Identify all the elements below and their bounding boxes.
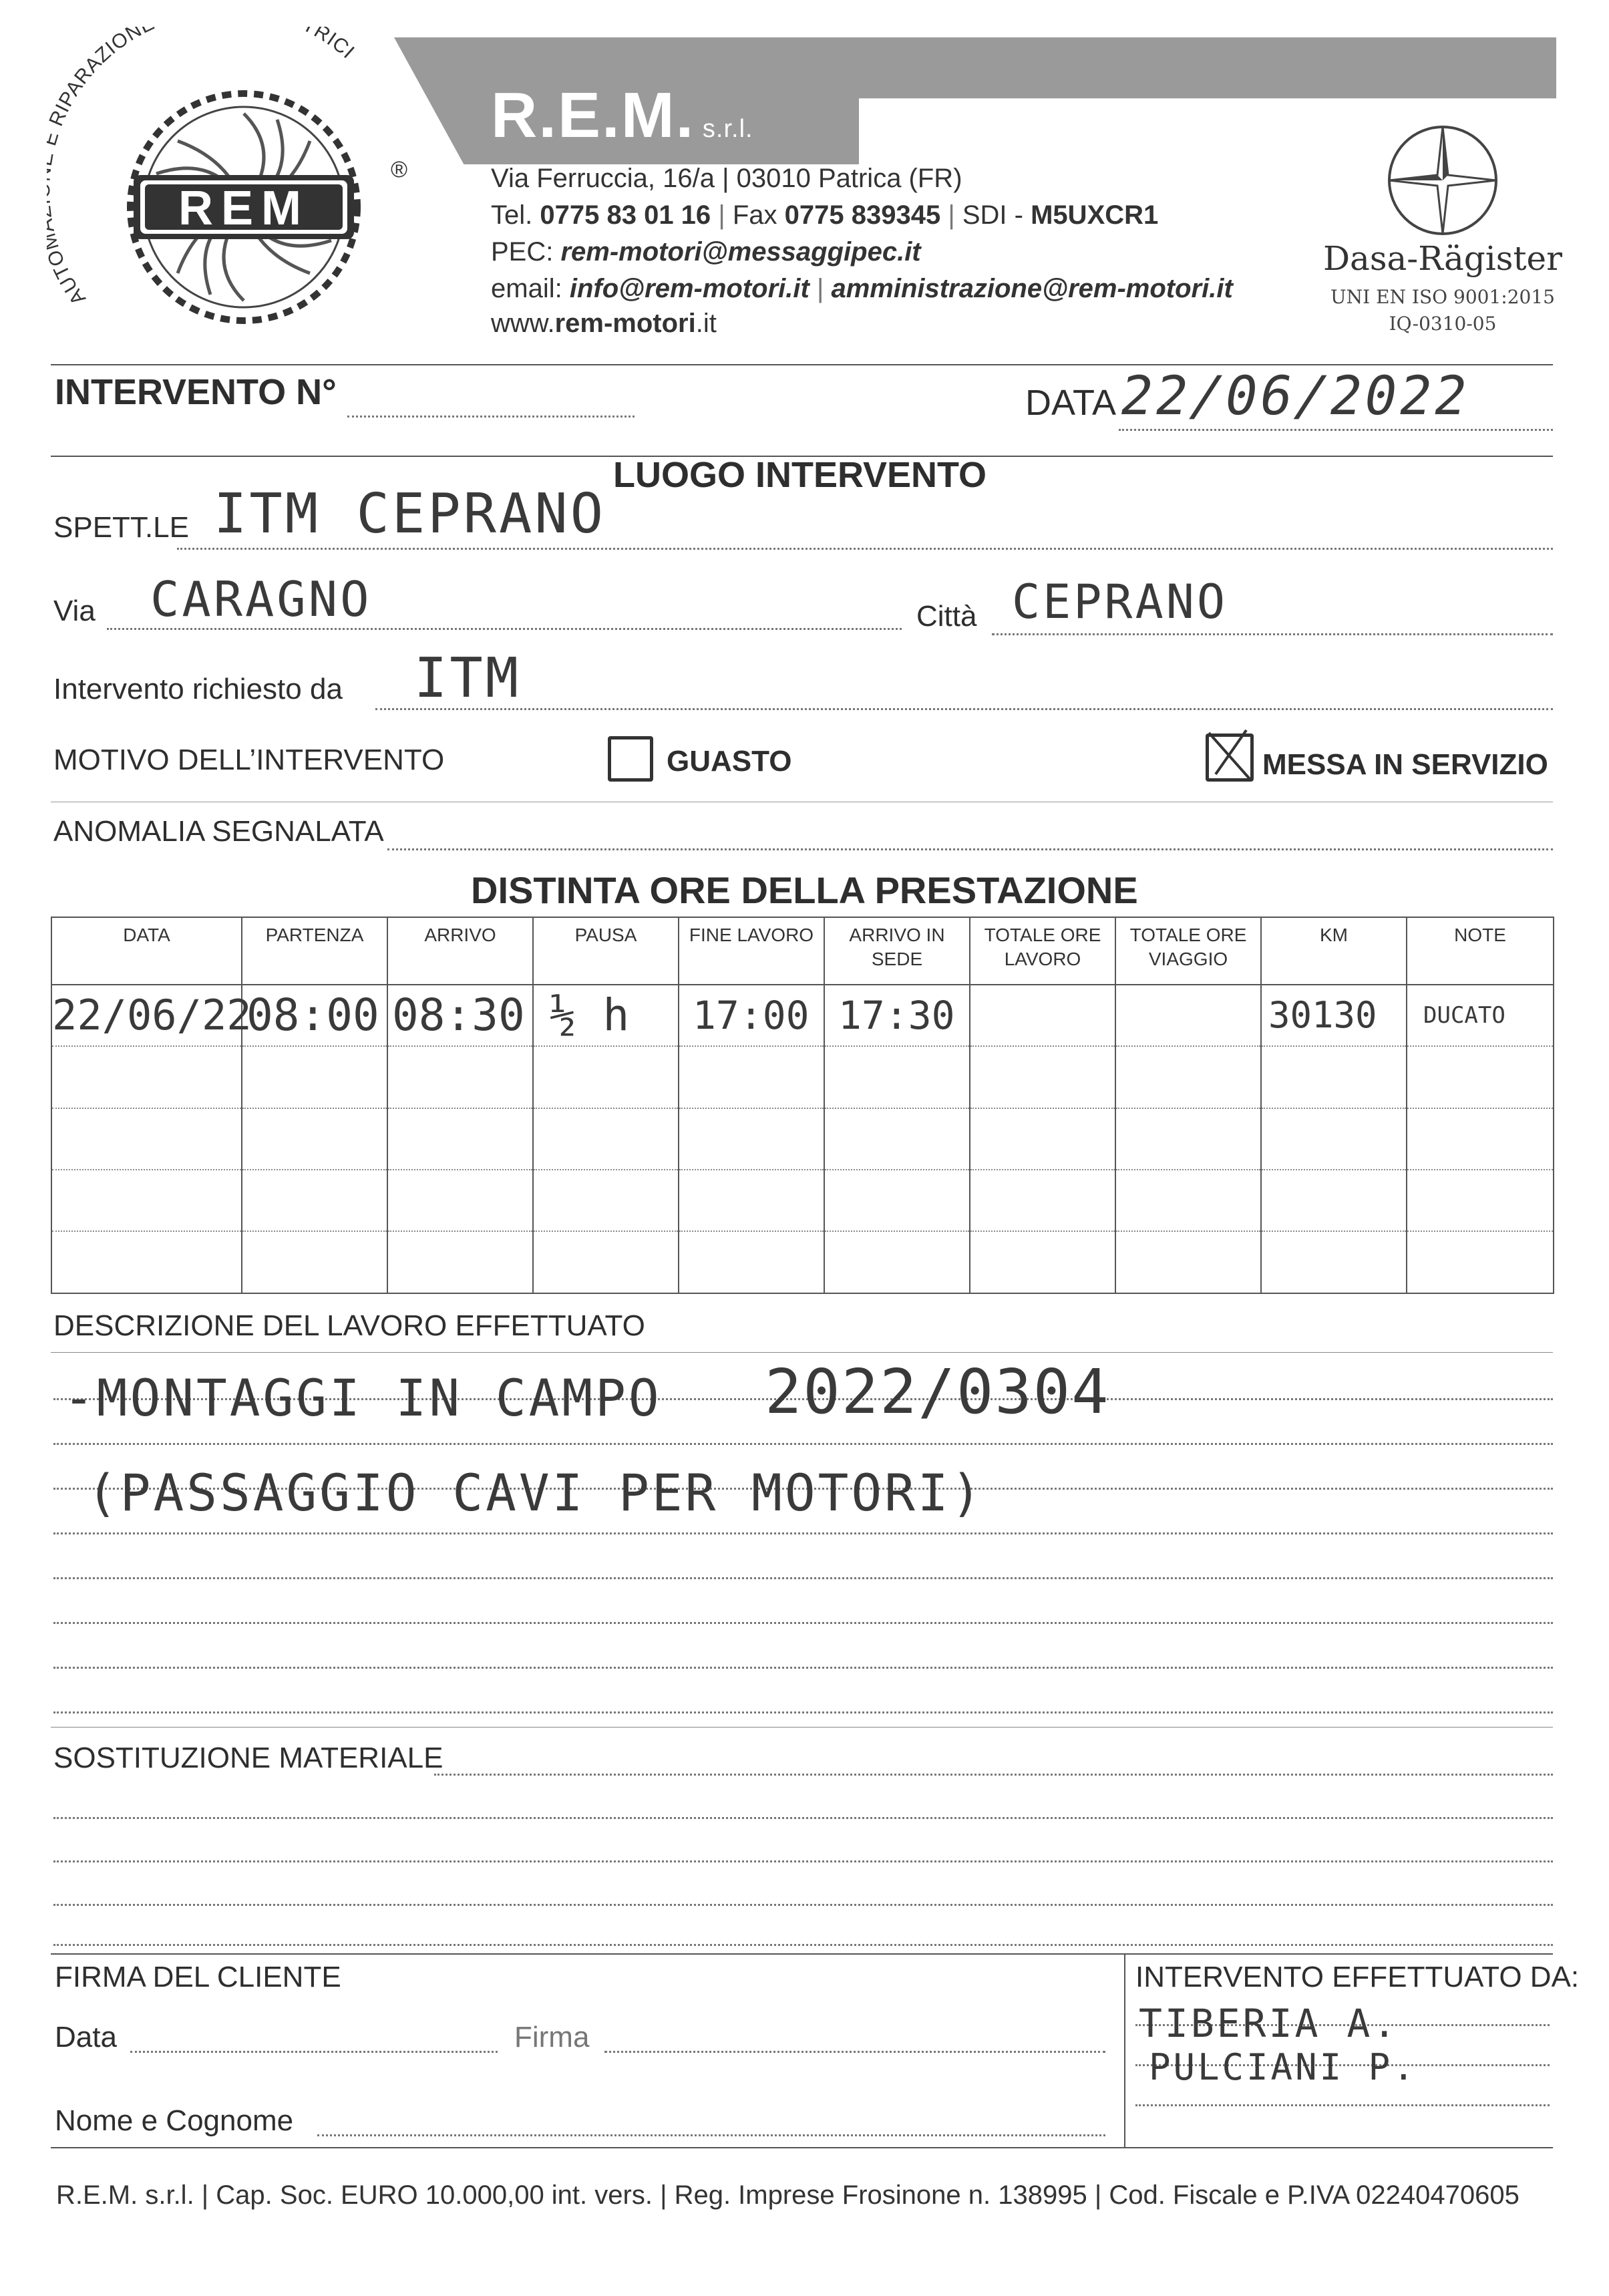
spettle-field-line — [177, 548, 1553, 550]
company-phone: Tel. 0775 83 01 16 | Fax 0775 839345 | SDI - M5UXCR1 — [491, 200, 1159, 230]
firma-field[interactable] — [604, 2051, 1105, 2053]
tecnico-2[interactable]: PULCIANI P. — [1149, 2046, 1417, 2088]
descrizione-line — [53, 1443, 1553, 1445]
table-cell[interactable] — [51, 1046, 242, 1108]
company-email: email: info@rem-motori.it | amministrazione@rem-motori.it — [491, 274, 1233, 303]
fax-label: Fax — [732, 200, 777, 230]
distinta-title: DISTINTA ORE DELLA PRESTAZIONE — [471, 869, 1138, 911]
signature-separator — [1124, 1953, 1125, 2147]
table-cell[interactable] — [970, 1231, 1115, 1293]
logo-badge: REM — [178, 182, 309, 235]
email-label: email: — [491, 274, 562, 303]
table-cell[interactable] — [679, 1170, 824, 1231]
descrizione-line — [53, 1622, 1553, 1624]
table-row — [51, 1046, 1554, 1108]
firma-cliente-label: FIRMA DEL CLIENTE — [55, 1961, 341, 1993]
sdi-label: SDI - — [962, 200, 1023, 230]
spettle-value[interactable]: ITM CEPRANO — [214, 482, 606, 546]
intervento-number-label: INTERVENTO N° — [55, 372, 337, 412]
descrizione-line — [53, 1532, 1553, 1534]
descrizione-line — [53, 1667, 1553, 1669]
descrizione-code[interactable]: 2022/0304 — [765, 1356, 1110, 1428]
anomalia-label: ANOMALIA SEGNALATA — [53, 815, 384, 848]
table-row — [51, 1170, 1554, 1231]
signature-divider — [51, 1953, 1553, 1955]
table-cell[interactable] — [242, 1231, 387, 1293]
company-address: Via Ferruccia, 16/a | 03010 Patrica (FR) — [491, 164, 962, 193]
table-cell[interactable] — [387, 1108, 533, 1170]
richiesto-field-line — [375, 708, 1553, 710]
web-prefix: www. — [491, 309, 555, 338]
effettuato-label: INTERVENTO EFFETTUATO DA: — [1135, 1961, 1580, 1993]
table-cell[interactable] — [242, 1108, 387, 1170]
motivo-label: MOTIVO DELL’INTERVENTO — [53, 744, 445, 776]
logo-graphic — [47, 27, 421, 341]
table-cell[interactable] — [533, 1108, 679, 1170]
via-label: Via — [53, 595, 96, 627]
table-cell[interactable]: 17:30 — [824, 985, 970, 1046]
descrizione-line — [53, 1577, 1553, 1579]
citta-label: Città — [916, 600, 977, 633]
col-header: PARTENZA — [242, 917, 387, 985]
table-cell[interactable]: DUCATO — [1407, 985, 1554, 1046]
date-value[interactable]: 22/06/2022 — [1115, 365, 1475, 427]
table-cell[interactable] — [533, 1231, 679, 1293]
tel-label: Tel. — [491, 200, 533, 230]
col-header: NOTE — [1407, 917, 1554, 985]
table-cell[interactable] — [1261, 1108, 1407, 1170]
logo-arc-text: AUT RIPARAZION RICI — [47, 27, 359, 309]
web-name: rem-motori — [554, 309, 696, 338]
cert-norm: UNI EN ISO 9001:2015 — [1330, 286, 1555, 308]
table-cell[interactable] — [1115, 985, 1261, 1046]
sdi-value: M5UXCR1 — [1031, 200, 1159, 230]
table-row — [51, 985, 1554, 1046]
table-cell[interactable] — [387, 1231, 533, 1293]
table-cell[interactable] — [970, 1170, 1115, 1231]
pec-label: PEC: — [491, 237, 554, 267]
certification-block — [1316, 120, 1570, 347]
guasto-label: GUASTO — [667, 745, 792, 778]
col-header: ARRIVO — [387, 917, 533, 985]
date-label: DATA — [1025, 383, 1117, 423]
tecnico-1[interactable]: TIBERIA A. — [1139, 2001, 1399, 2046]
col-header: KM — [1261, 917, 1407, 985]
sostituzione-divider — [51, 1727, 1553, 1728]
col-header: PAUSA — [533, 917, 679, 985]
table-cell[interactable] — [1407, 1231, 1554, 1293]
table-cell[interactable] — [533, 1046, 679, 1108]
table-cell[interactable] — [1261, 1231, 1407, 1293]
guasto-checkbox[interactable] — [608, 736, 653, 782]
web-suffix: .it — [695, 309, 717, 338]
sostituzione-line[interactable] — [53, 1860, 1553, 1862]
richiesto-value[interactable]: ITM — [414, 647, 522, 710]
messa-checkbox[interactable] — [1206, 733, 1254, 782]
data2-field[interactable] — [130, 2051, 498, 2053]
table-cell[interactable] — [533, 1170, 679, 1231]
sostituzione-line[interactable] — [434, 1774, 1553, 1776]
nome-field[interactable] — [317, 2134, 1105, 2136]
table-cell[interactable]: 30130 — [1261, 985, 1407, 1046]
table-cell[interactable] — [1261, 1046, 1407, 1108]
table-cell[interactable]: 22/06/22 — [51, 985, 242, 1046]
cert-name: Dasa-Rägister — [1322, 239, 1563, 278]
table-cell[interactable] — [970, 985, 1115, 1046]
table-cell[interactable] — [824, 1046, 970, 1108]
table-cell[interactable] — [1115, 1108, 1261, 1170]
table-cell[interactable] — [1115, 1170, 1261, 1231]
footer-divider — [51, 2147, 1553, 2148]
descrizione-divider — [51, 1352, 1553, 1353]
spettle-label: SPETT.LE — [53, 511, 189, 544]
table-cell[interactable] — [51, 1231, 242, 1293]
descrizione-line — [53, 1711, 1553, 1713]
nome-label: Nome e Cognome — [55, 2104, 294, 2137]
table-cell[interactable] — [970, 1046, 1115, 1108]
table-cell[interactable] — [242, 1046, 387, 1108]
tel-value: 0775 83 01 16 — [540, 200, 711, 230]
tecnico-line — [1135, 2104, 1550, 2106]
via-value[interactable]: CARAGNO — [150, 571, 372, 627]
via-field-line — [107, 628, 902, 630]
compass-icon — [1316, 120, 1570, 240]
table-cell[interactable] — [1115, 1231, 1261, 1293]
table-cell[interactable] — [51, 1108, 242, 1170]
table-row — [51, 1108, 1554, 1170]
descrizione-label: DESCRIZIONE DEL LAVORO EFFETTUATO — [53, 1309, 645, 1342]
table-cell[interactable] — [824, 1231, 970, 1293]
email-primary: info@rem-motori.it — [569, 274, 810, 303]
descrizione-text-1[interactable]: -MONTAGGI IN CAMPO — [63, 1368, 662, 1428]
table-cell[interactable] — [679, 1046, 824, 1108]
date-field-line — [1119, 429, 1553, 431]
table-cell[interactable] — [1115, 1046, 1261, 1108]
registered-mark: ® — [391, 157, 408, 182]
cert-code: IQ-0310-05 — [1389, 313, 1497, 335]
table-cell[interactable] — [824, 1108, 970, 1170]
email-admin: amministrazione@rem-motori.it — [831, 274, 1233, 303]
sostituzione-line[interactable] — [53, 1817, 1553, 1819]
col-header: ARRIVO IN SEDE — [824, 917, 970, 985]
table-cell[interactable] — [242, 1170, 387, 1231]
data2-label: Data — [55, 2021, 117, 2054]
logo — [47, 27, 421, 341]
messa-label: MESSA IN SERVIZIO — [1262, 748, 1548, 781]
col-header: TOTALE ORE VIAGGIO — [1115, 917, 1261, 985]
luogo-title: LUOGO INTERVENTO — [613, 455, 987, 495]
col-header: TOTALE ORE LAVORO — [970, 917, 1115, 985]
table-cell[interactable] — [970, 1108, 1115, 1170]
fax-value: 0775 839345 — [784, 200, 941, 230]
table-cell[interactable] — [679, 1231, 824, 1293]
citta-field-line — [992, 633, 1553, 635]
company-name-text: R.E.M. — [491, 79, 695, 151]
table-cell[interactable] — [1261, 1170, 1407, 1231]
footer-text: R.E.M. s.r.l. | Cap. Soc. EURO 10.000,00 int. vers. | Reg. Imprese Frosinone n. 138995 | Cod. Fiscale e P.IVA 02240470605 — [56, 2180, 1519, 2210]
anomalia-field[interactable] — [387, 848, 1553, 850]
company-pec — [491, 237, 921, 267]
col-header: DATA — [51, 917, 242, 985]
sostituzione-line[interactable] — [53, 1944, 1553, 1946]
check-mark-icon — [1204, 727, 1257, 781]
table-cell[interactable]: 17:00 — [679, 985, 824, 1046]
table-row — [51, 1231, 1554, 1293]
company-website — [491, 309, 717, 339]
descrizione-text-2[interactable]: (PASSAGGIO CAVI PER MOTORI) — [87, 1463, 985, 1522]
table-cell[interactable] — [679, 1108, 824, 1170]
citta-value[interactable]: CEPRANO — [1012, 575, 1228, 629]
table-cell[interactable]: 08:00 — [242, 985, 387, 1046]
intervento-number-field[interactable] — [347, 416, 635, 418]
table-cell[interactable] — [51, 1170, 242, 1231]
table-cell[interactable] — [824, 1170, 970, 1231]
firma-label: Firma — [514, 2021, 590, 2054]
table-cell[interactable] — [1407, 1046, 1554, 1108]
table-cell[interactable]: ½ h — [533, 985, 679, 1046]
pec-value: rem-motori@messaggipec.it — [560, 237, 921, 267]
table-header-row — [51, 917, 1554, 985]
company-name — [491, 79, 753, 152]
table-cell[interactable] — [387, 1170, 533, 1231]
table-cell[interactable] — [1407, 1108, 1554, 1170]
company-suffix: s.r.l. — [702, 115, 753, 143]
table-cell[interactable]: 08:30 — [387, 985, 533, 1046]
richiesto-label: Intervento richiesto da — [53, 673, 343, 705]
table-cell[interactable] — [387, 1046, 533, 1108]
col-header: FINE LAVORO — [679, 917, 824, 985]
table-cell[interactable] — [1407, 1170, 1554, 1231]
sostituzione-line[interactable] — [53, 1904, 1553, 1906]
sostituzione-label: SOSTITUZIONE MATERIALE — [53, 1742, 443, 1774]
hours-table — [51, 917, 1554, 1294]
